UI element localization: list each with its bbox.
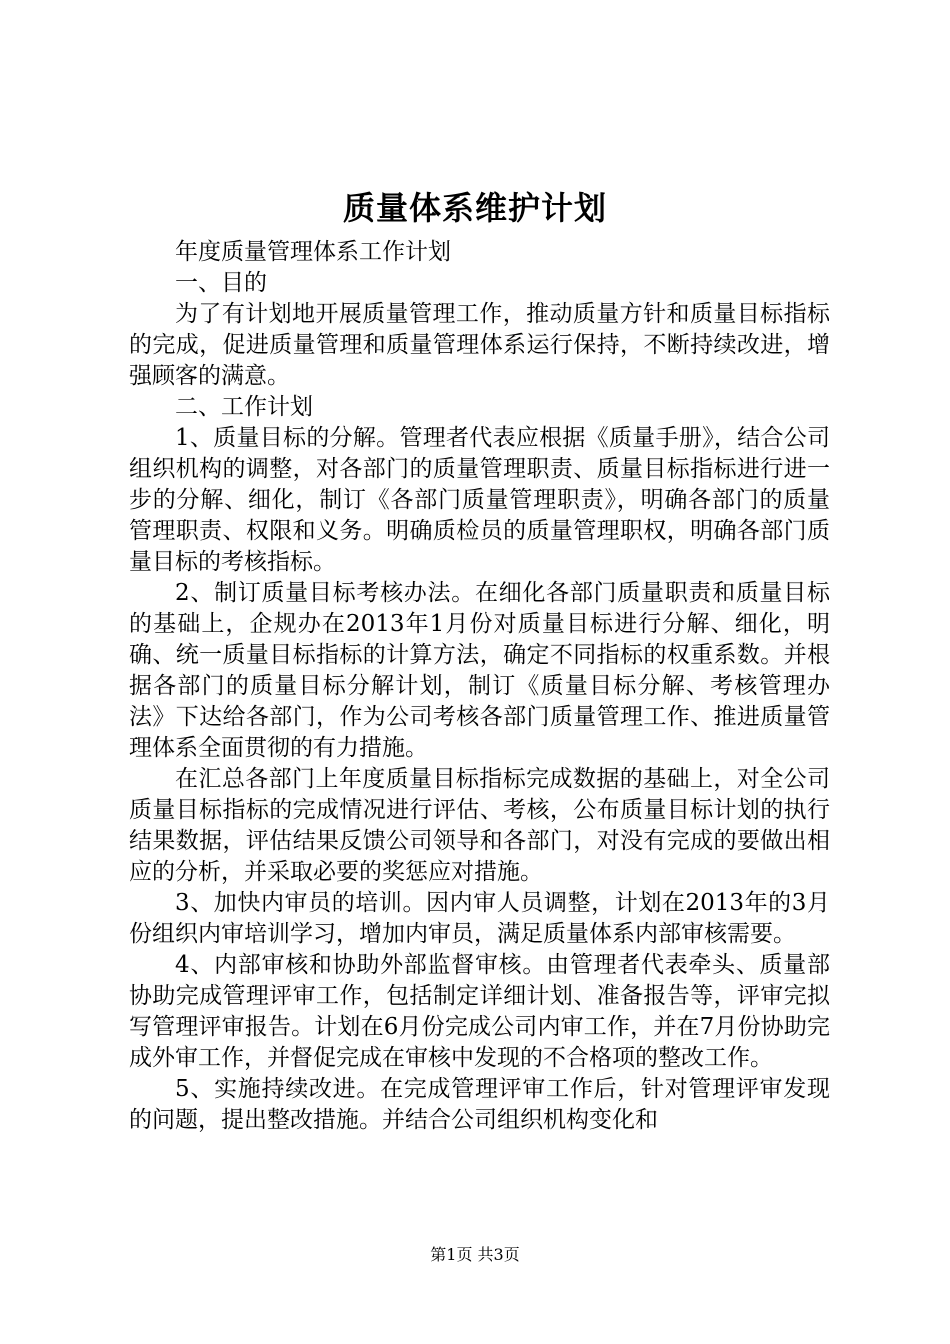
paragraph-section-plan-heading: 二、工作计划 xyxy=(175,394,313,420)
paragraph-item-3: 3、加快内审员的培训。因内审人员调整，计划在2013年的3月份组织内审培训学习，增加内审员，满足质量体系内部审核需要。 xyxy=(129,890,830,947)
paragraph-section-purpose-heading: 一、目的 xyxy=(175,270,267,296)
paragraph-subtitle: 年度质量管理体系工作计划 xyxy=(175,239,451,265)
document-title: 质量体系维护计划 xyxy=(342,189,607,227)
paragraph-item-4: 4、内部审核和协助外部监督审核。由管理者代表牵头、质量部协助完成管理评审工作，包括制定详细计划、准备报告等，评审完拟写管理评审报告。计划在6月份完成公司内审工作，并在7月份协助完成外审工作，并督促完成在审核中发现的不合格项的整改工作。 xyxy=(129,952,830,1071)
paragraph-item-2-continued: 在汇总各部门上年度质量目标指标完成数据的基础上，对全公司质量目标指标的完成情况进行评估、考核，公布质量目标计划的执行结果数据，评估结果反馈公司领导和各部门，对没有完成的要做出相应的分析，并采取必要的奖惩应对措施。 xyxy=(129,766,830,885)
paragraph-item-5: 5、实施持续改进。在完成管理评审工作后，针对管理评审发现的问题，提出整改措施。并结合公司组织机构变化和 xyxy=(129,1076,830,1133)
paragraph-item-2: 2、制订质量目标考核办法。在细化各部门质量职责和质量目标的基础上，企规办在2013年1月份对质量目标进行分解、细化，明确、统一质量目标指标的计算方法，确定不同指标的权重系数。并根据各部门的质量目标分解计划，制订《质量目标分解、考核管理办法》下达给各部门，作为公司考核各部门质量管理工作、推进质量管理体系全面贯彻的有力措施。 xyxy=(129,580,830,761)
paragraph-purpose: 为了有计划地开展质量管理工作，推动质量方针和质量目标指标的完成，促进质量管理和质量管理体系运行保持，不断持续改进，增强顾客的满意。 xyxy=(129,301,830,389)
paragraph-item-1: 1、质量目标的分解。管理者代表应根据《质量手册》，结合公司组织机构的调整，对各部门的质量管理职责、质量目标指标进行进一步的分解、细化，制订《各部门质量管理职责》，明确各部门的质量管理职责、权限和义务。明确质检员的质量管理职权，明确各部门质量目标的考核指标。 xyxy=(129,425,830,575)
page-number-footer: 第1页 共3页 xyxy=(430,1245,520,1264)
document-body xyxy=(129,237,830,1136)
